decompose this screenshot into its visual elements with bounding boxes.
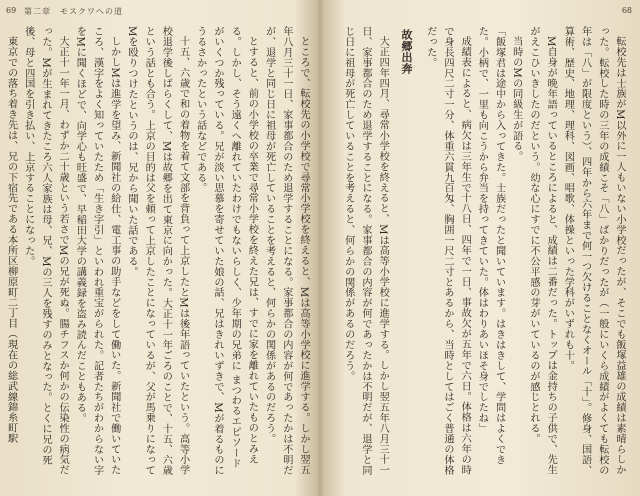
paragraph: しかしMは進学を望み、新聞社の給仕、電工事の助手などをして働いた。新聞社で働いていたころ、漢字をよく知っていたため「生き字引」といわれ重宝がられた。記者たちがわからない字をMに聞くほどで、向学心も旺盛で、早稲田大学の講義録を盗み読んだこともある。 xyxy=(74,26,120,476)
paragraph: 十五、六歳で和の着物を着て文部を背負って上京したとMは後年語っていたという。高等小学校退学後しばらくして、Mは故郷を出て東京に向かった。大正十一年ごろのことで、十五、六歳という話とも合う。上京の目的は父を頼って上京したことになっているが、父が馬乗りになってMを殴りつけたというのは、兄から聞いた話である。 xyxy=(125,26,189,476)
paragraph: 東京での落ち着き先は、兄の下宿先である本所区柳原町二丁目（現在の総武線錦糸町駅 xyxy=(6,36,17,444)
paragraph: M自身が晩年語っているところによると、成績は二番だった。トップは金持ちの子供で、先生がえこひいきしたのだという。幼な心にすでに不公平感の芽がいているのが感じとれる。 xyxy=(527,26,557,476)
paragraph: 大正四年四月、尋常小学校を終えると、Mは高等小学校に進学する。しかし翌五年八月三十一日、家事都合のため退学することになる。家事都合の内容が何であったかは不明だが、退学と同じ日に祖母が死亡していることを考えると、何らかの関係があるのだろう。 xyxy=(342,26,389,476)
paragraph: 成績表によると、病欠は三年生で十八日、四年で一日、事故欠が五年で六日。体格は六年の時で身長四尺二寸一分、体重六貫九百匁、胸囲一尺二寸とあるから、当時としてはごく普通の体格だった。 xyxy=(424,26,471,476)
paragraph: 当時のMの同級生が語る。 xyxy=(510,36,522,162)
paragraph: とすると、前の小学校の卒業で尋常小学校を終えた兄は、すでに家を離れていたものとみえる。しかし、そう遠くへ離れていたわけでもないらしく、少年期の兄弟に まつわるエピソードがいくつか残っている。兄が淡い思慕を寄せていた娘の話、兄はきれいずきで、Mが着るものにうるさかったという話などである。 xyxy=(194,26,258,476)
right-page xyxy=(322,0,640,496)
paragraph: ところで、転校先の小学校で尋常小学校を終えると、Mは高等小学校に進学する。しかし翌五年八月三十一日、家事都合のため退学することになる。家事都合の内容が何であったかは不明だが、退学と同じ日に祖母が死亡していることを考えると、何らかの関係があるのだろう。 xyxy=(263,26,309,476)
running-head: 第二章 モスクワへの道 xyxy=(24,7,123,16)
page-number-left: 69 xyxy=(6,6,17,15)
left-page xyxy=(0,0,318,496)
right-page-text xyxy=(328,26,628,476)
paragraph: 転校先は士族がM以外に一人もいない小学校だったが、そこでも飯塚益雄の成績は素晴らしかった。転校した時の三年の成績こそ「八」ばかりだったが（一般にいくら成績がよくても転校の年は「八」が限度という）、四年から六年まで何一つ欠けることなくオール「十」。修身、国語、算術、歴史、地理、理科、図画、唱歌、体操といった学科がいずれも十。 xyxy=(562,26,625,476)
quote-paragraph: 「飯塚君は途中から入ってきた。士族だったと聞いています。はきはきして、学問はよくできた。小柄で、一里も向こうから弁当を持ってきていた。体はわりあいほそ身でしたね」 xyxy=(476,26,505,465)
left-page-text xyxy=(6,26,312,476)
section-heading: 故郷出奔 xyxy=(399,29,413,75)
page-number-right: 68 xyxy=(621,6,632,15)
paragraph: 大正十一年一月、わずか二十歳という若さでMの兄が死ぬ。腸チフスか何かの伝染性の病気だった。Mが生まれてきたころ六人家族は母、兄、Mの三人を残すのみとなった。とくに兄の死後、母と四国を引き払い、上京することになった。 xyxy=(22,26,69,476)
